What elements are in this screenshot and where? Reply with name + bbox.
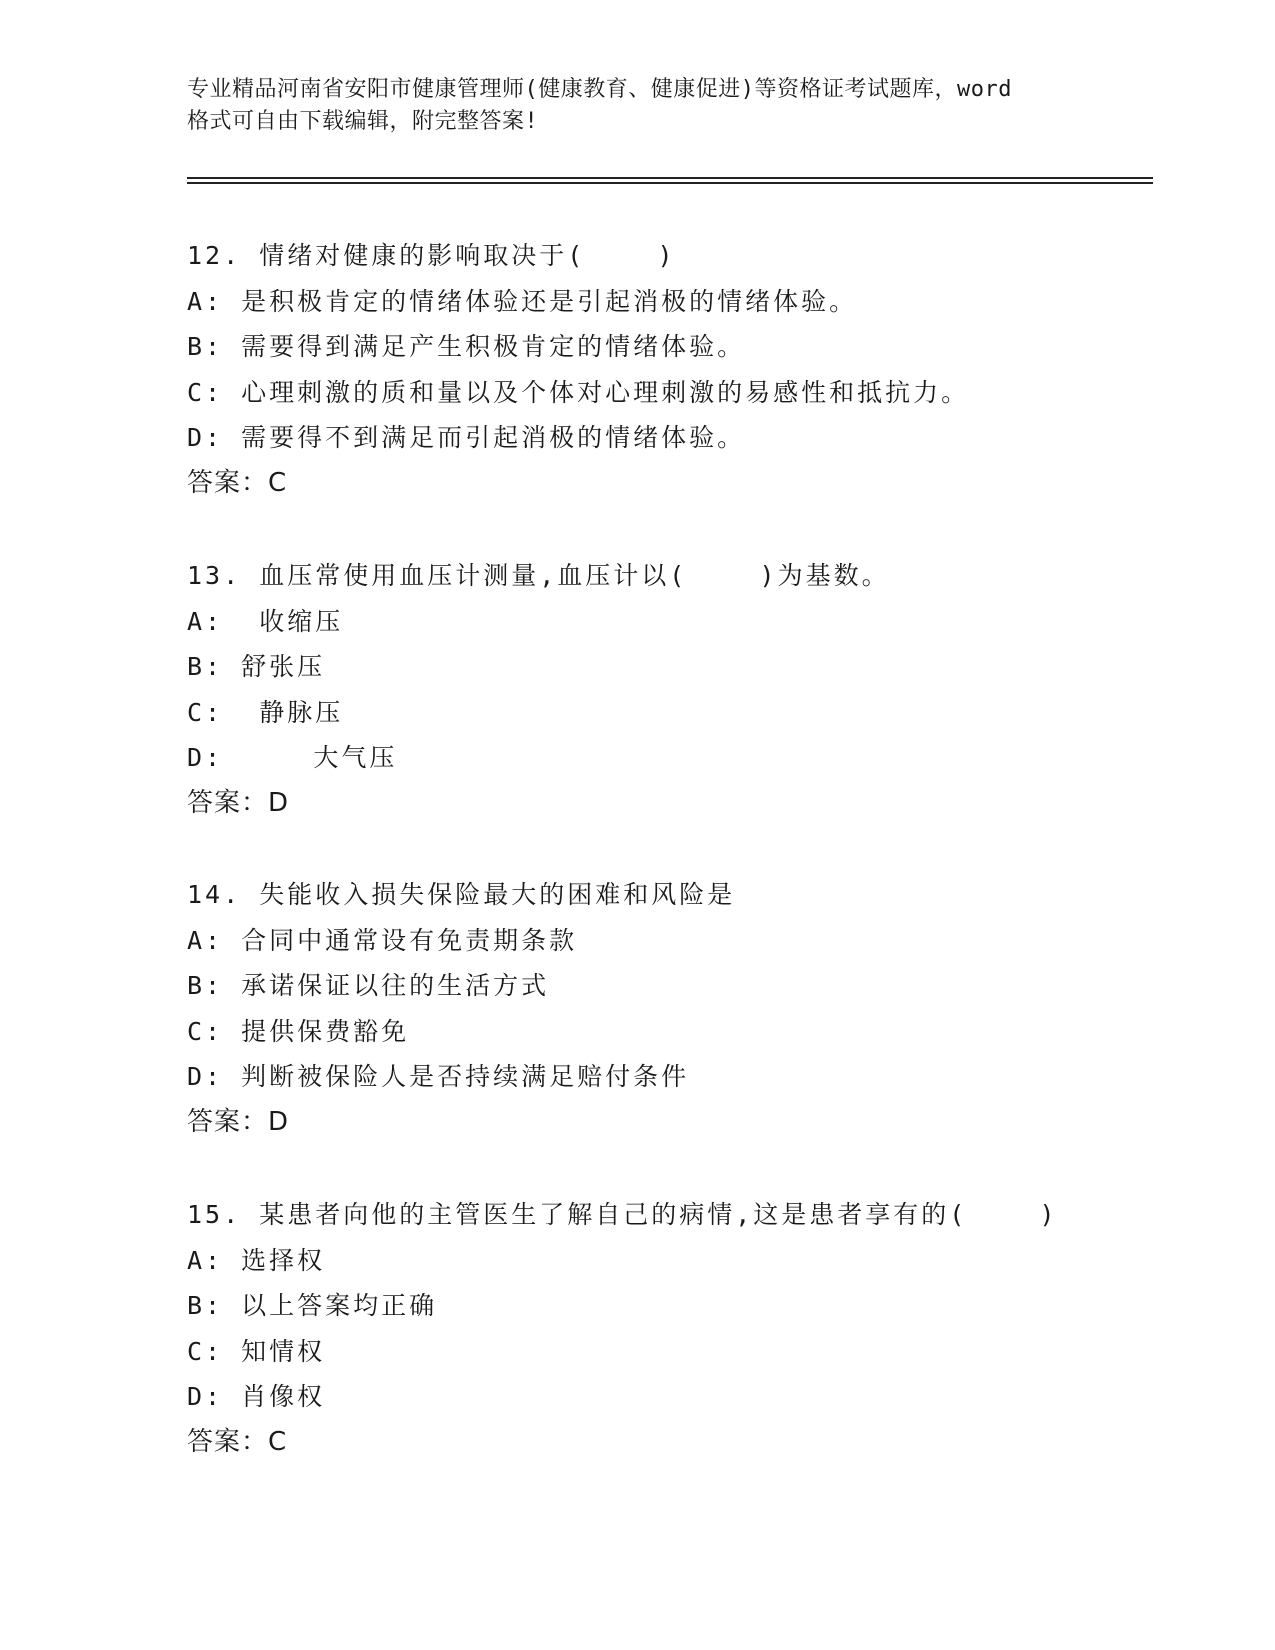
question-stem: 13. 血压常使用血压计测量,血压计以( )为基数。 xyxy=(187,561,890,590)
option-b: B: 承诺保证以往的生活方式 xyxy=(187,971,550,1000)
option-c: C: 知情权 xyxy=(187,1336,326,1366)
option-d: D: 肖像权 xyxy=(187,1382,326,1411)
header-divider-bottom xyxy=(187,182,1153,184)
option-b: B: 舒张压 xyxy=(187,652,326,681)
option-b: B: 需要得到满足产生积极肯定的情绪体验。 xyxy=(187,332,746,361)
option-d: D: 需要得不到满足而引起消极的情绪体验。 xyxy=(187,423,746,452)
question-14 xyxy=(187,872,1167,1145)
answer: 答案：D xyxy=(187,787,290,818)
answer: 答案：C xyxy=(187,1426,288,1457)
option-a: A: 是积极肯定的情绪体验还是引起消极的情绪体验。 xyxy=(187,286,858,316)
option-a: A: 合同中通常设有免责期条款 xyxy=(187,925,578,955)
option-d: D: 大气压 xyxy=(187,743,398,772)
question-13 xyxy=(187,553,1167,826)
question-stem: 12. 情绪对健康的影响取决于( ) xyxy=(187,241,676,270)
question-12 xyxy=(187,233,1167,506)
option-a: A: 收缩压 xyxy=(187,606,344,636)
option-a: A: 选择权 xyxy=(187,1245,326,1275)
answer: 答案：D xyxy=(187,1106,290,1137)
option-c: C: 心理刺激的质和量以及个体对心理刺激的易感性和抵抗力。 xyxy=(187,377,970,407)
option-d: D: 判断被保险人是否持续满足赔付条件 xyxy=(187,1062,690,1091)
header-divider-top xyxy=(187,177,1153,179)
answer: 答案：C xyxy=(187,467,288,498)
header-line-2: 格式可自由下载编辑，附完整答案! xyxy=(187,109,539,134)
question-15 xyxy=(187,1192,1167,1465)
option-c: C: 静脉压 xyxy=(187,697,344,727)
question-stem: 14. 失能收入损失保险最大的困难和风险是 xyxy=(187,880,736,909)
option-b: B: 以上答案均正确 xyxy=(187,1291,438,1320)
option-c: C: 提供保费豁免 xyxy=(187,1016,410,1046)
page-header xyxy=(187,74,1087,138)
question-stem: 15. 某患者向他的主管医生了解自己的病情,这是患者享有的( ) xyxy=(187,1200,1058,1229)
header-line-1: 专业精品河南省安阳市健康管理师(健康教育、健康促进)等资格证考试题库，word xyxy=(187,77,1012,102)
